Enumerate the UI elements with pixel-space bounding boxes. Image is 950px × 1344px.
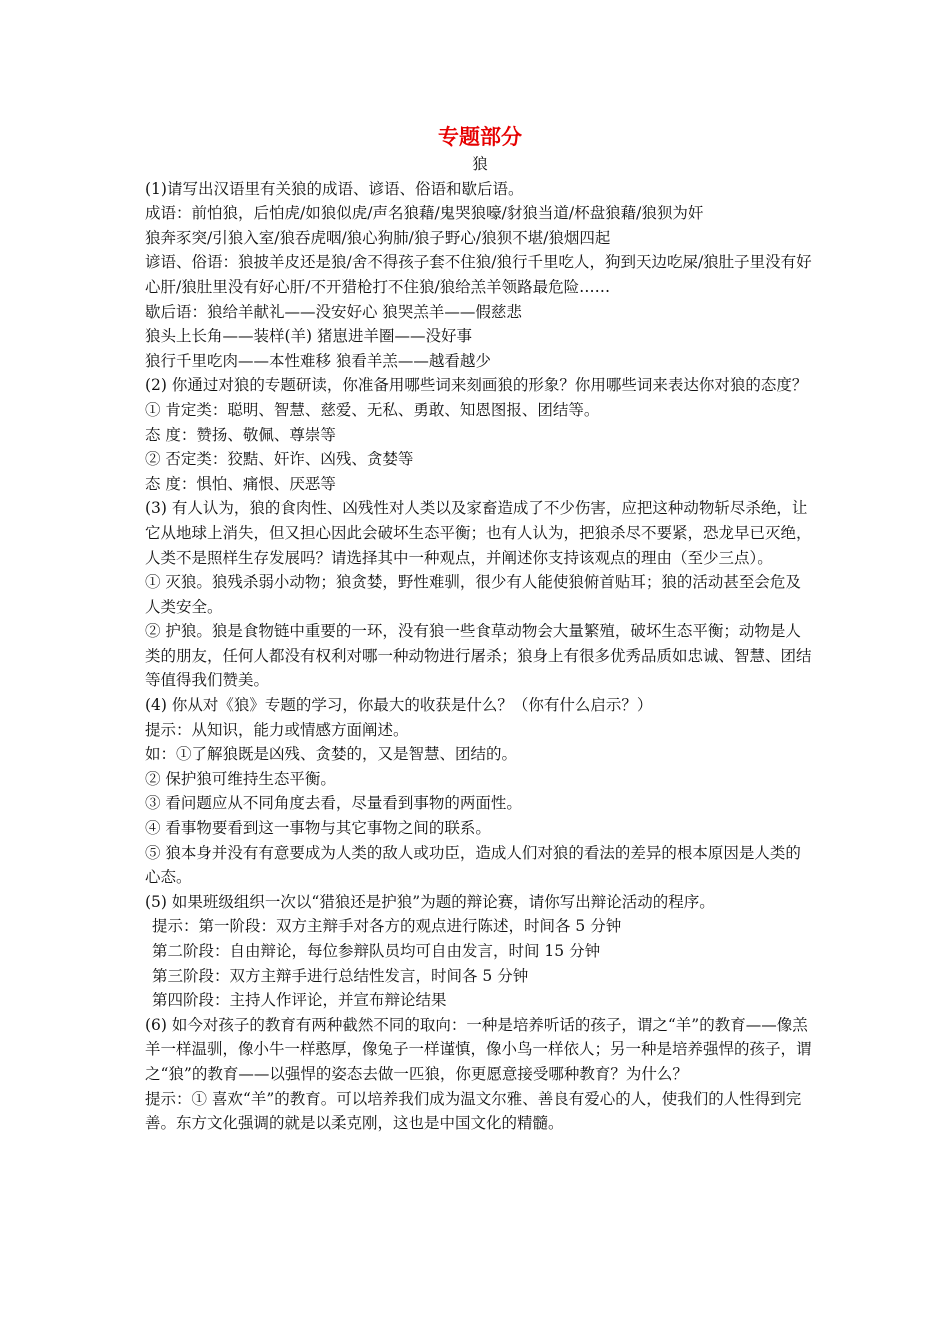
paragraph: ④ 看事物要看到这一事物与其它事物之间的联系。 <box>145 819 491 838</box>
document-page <box>145 122 815 1136</box>
paragraph: 提示：从知识，能力或情感方面阐述。 <box>145 720 409 739</box>
paragraph: ① 灭狼。狼残杀弱小动物；狼贪婪，野性难驯，很少有人能使狼俯首贴耳；狼的活动甚至会危及人类安全。 <box>145 573 801 616</box>
paragraph: ② 否定类：狡黠、奸诈、凶残、贪婪等 <box>145 450 414 469</box>
paragraph: ② 保护狼可维持生态平衡。 <box>145 769 336 788</box>
paragraph: (6) 如今对孩子的教育有两种截然不同的取向：一种是培养听话的孩子，谓之“羊”的教育——像羔羊一样温驯，像小牛一样憨厚，像兔子一样谨慎，像小鸟一样依人；另一种是培养强悍的孩子，谓之“狼”的教育——以强悍的姿态去做一匹狼，你更愿意接受哪种教育？为什么？ <box>145 1015 812 1083</box>
paragraph: 歇后语：狼给羊献礼——没安好心 狼哭羔羊——假慈悲 <box>145 302 522 321</box>
paragraph: ⑤ 狼本身并没有有意要成为人类的敌人或功臣，造成人们对狼的看法的差异的根本原因是人类的心态。 <box>145 843 801 887</box>
paragraph: (2) 你通过对狼的专题研读，你准备用哪些词来刻画狼的形象？你用哪些词来表达你对狼的态度？ <box>145 376 808 395</box>
paragraph: 第二阶段：自由辩论，每位参辩队员均可自由发言，时间 15 分钟 <box>152 942 601 960</box>
paragraph: 狼头上长角——装样(羊) 猪崽进羊圈——没好事 <box>145 327 473 346</box>
paragraph: 提示：① 喜欢“羊”的教育。可以培养我们成为温文尔雅、善良有爱心的人，使我们的人性得到完善。东方文化强调的就是以柔克刚，这也是中国文化的精髓。 <box>145 1089 802 1133</box>
paragraph: (5) 如果班级组织一次以“猎狼还是护狼”为题的辩论赛，请你写出辩论活动的程序。 <box>145 892 715 911</box>
paragraph: 第四阶段：主持人作评论，并宣布辩论结果 <box>152 991 447 1010</box>
paragraph: 如：①了解狼既是凶残、贪婪的，又是智慧、团结的。 <box>145 745 518 764</box>
paragraph: ② 护狼。狼是食物链中重要的一环，没有狼一些食草动物会大量繁殖，破坏生态平衡；动物是人类的朋友，任何人都没有权利对哪一种动物进行屠杀；狼身上有很多优秀品质如忠诚、智慧、团结等值得我们赞美。 <box>145 622 812 690</box>
paragraph: (4) 你从对《狼》专题的学习，你最大的收获是什么？（你有什么启示？） <box>145 696 653 715</box>
paragraph: ① 肯定类：聪明、智慧、慈爱、无私、勇敢、知恩图报、团结等。 <box>145 400 600 419</box>
paragraph: 狼行千里吃肉——本性难移 狼看羊羔——越看越少 <box>145 351 491 370</box>
document-title: 专题部分 <box>438 125 522 149</box>
paragraph: (1)请写出汉语里有关狼的成语、谚语、俗语和歇后语。 <box>145 179 524 198</box>
paragraph: 谚语、俗语：狼披羊皮还是狼/舍不得孩子套不住狼/狼行千里吃人，狗到天边吃屎/狼肚子里没有好心肝/狼肚里没有好心肝/不开猎枪打不住狼/狼给羔羊领路最危险…… <box>145 253 812 296</box>
paragraph: 狼奔豕突/引狼入室/狼吞虎咽/狼心狗肺/狼子野心/狼狈不堪/狼烟四起 <box>145 228 611 247</box>
paragraph: (3) 有人认为，狼的食肉性、凶残性对人类以及家畜造成了不少伤害，应把这种动物斩尽杀绝，让它从地球上消失，但又担心因此会破坏生态平衡；也有人认为，把狼杀尽不要紧，恐龙早已灭绝，人类不是照样生存发展吗？请选择其中一种观点，并阐述你支持该观点的理由（至少三点）。 <box>145 499 812 567</box>
paragraph: 态 度：赞扬、敬佩、尊崇等 <box>145 425 336 444</box>
paragraph: 成语：前怕狼，后怕虎/如狼似虎/声名狼藉/鬼哭狼嚎/豺狼当道/杯盘狼藉/狼狈为奸 <box>145 204 704 223</box>
paragraph: 态 度：惧怕、痛恨、厌恶等 <box>145 474 336 493</box>
paragraph: 第三阶段：双方主辩手进行总结性发言，时间各 5 分钟 <box>152 966 529 985</box>
paragraph: ③ 看问题应从不同角度去看，尽量看到事物的两面性。 <box>145 794 522 813</box>
document-subtitle: 狼 <box>472 155 488 173</box>
paragraph: 提示：第一阶段：双方主辩手对各方的观点进行陈述，时间各 5 分钟 <box>152 917 622 936</box>
